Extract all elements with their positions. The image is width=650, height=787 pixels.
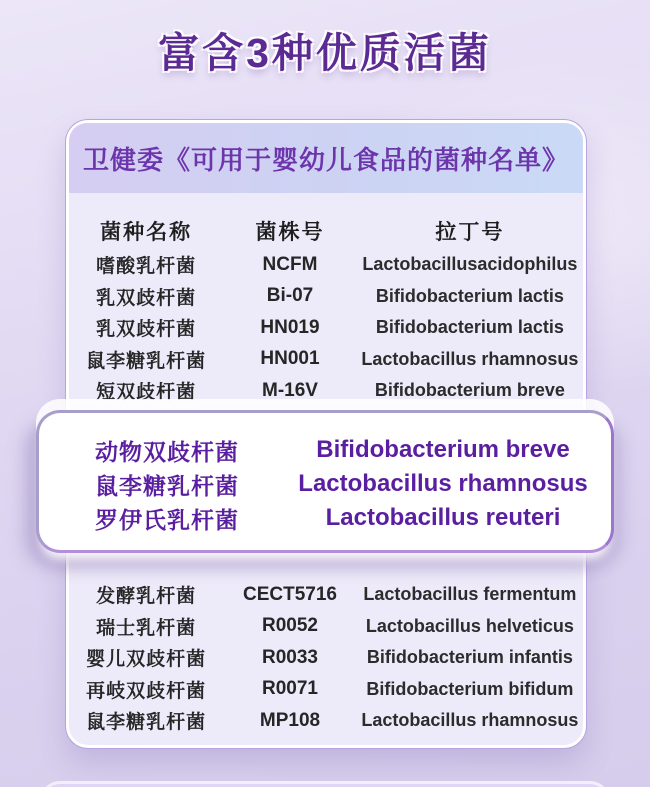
strain-latin-cell: Lactobacillus helveticus bbox=[365, 615, 574, 636]
highlight-strain-latin: Bifidobacterium breve bbox=[316, 436, 570, 463]
strain-latin-cell: Lactobacillus rhamnosus bbox=[361, 348, 579, 369]
strain-code-cell: R0071 bbox=[262, 678, 318, 700]
strain-latin-cell: Bifidobacterium infantis bbox=[366, 647, 573, 668]
strain-latin-cell: Bifidobacterium breve bbox=[374, 380, 565, 401]
table-row bbox=[69, 344, 583, 376]
strain-name-cell: 乳双歧杆菌 bbox=[96, 287, 197, 309]
page-title: 富含3种优质活菌 bbox=[158, 30, 492, 76]
highlight-strain-latin: Lactobacillus reuteri bbox=[325, 504, 561, 531]
strain-latin-cell: Bifidobacterium bifidum bbox=[366, 678, 574, 699]
table-row bbox=[69, 705, 583, 737]
column-header-name: 菌种名称 bbox=[100, 221, 193, 244]
highlight-row bbox=[39, 433, 591, 467]
highlight-row bbox=[39, 501, 591, 535]
highlight-strain-latin: Lactobacillus rhamnosus bbox=[298, 470, 588, 497]
card-header bbox=[69, 123, 583, 193]
table-row bbox=[69, 281, 583, 313]
table-row bbox=[69, 611, 583, 643]
strain-name-cell: 短双歧杆菌 bbox=[96, 382, 197, 404]
strain-name-cell: 再岐双歧杆菌 bbox=[86, 680, 207, 702]
strain-code-cell: MP108 bbox=[259, 709, 321, 731]
strain-latin-cell: Lactobacillusacidophilus bbox=[362, 254, 578, 275]
strain-name-cell: 鼠李糖乳杆菌 bbox=[86, 350, 207, 372]
column-header-latin: 拉丁号 bbox=[435, 221, 505, 244]
strain-latin-cell: Lactobacillus fermentum bbox=[363, 584, 577, 605]
strain-name-cell: 乳双歧杆菌 bbox=[96, 319, 197, 341]
highlight-strain-name: 罗伊氏乳杆菌 bbox=[95, 506, 239, 533]
table-row bbox=[69, 312, 583, 344]
strain-latin-cell: Lactobacillus rhamnosus bbox=[361, 710, 579, 731]
highlight-strain-name: 鼠李糖乳杆菌 bbox=[95, 472, 239, 499]
strain-name-cell: 瑞士乳杆菌 bbox=[96, 617, 197, 639]
table-row bbox=[69, 642, 583, 674]
strain-code-cell: M-16V bbox=[262, 379, 318, 401]
highlight-row bbox=[39, 467, 591, 501]
column-header-strain: 菌株号 bbox=[255, 221, 325, 244]
strain-code-cell: R0033 bbox=[262, 646, 318, 668]
strain-name-cell: 鼠李糖乳杆菌 bbox=[86, 712, 207, 734]
table-row bbox=[69, 249, 583, 281]
table-row bbox=[69, 674, 583, 706]
strain-name-cell: 婴儿双歧杆菌 bbox=[86, 649, 207, 671]
strain-latin-cell: Bifidobacterium lactis bbox=[375, 285, 564, 306]
strain-code-cell: CECT5716 bbox=[243, 583, 337, 605]
table-bottom bbox=[69, 579, 583, 737]
highlight-strain-name: 动物双歧杆菌 bbox=[95, 438, 239, 465]
strain-code-cell: HN001 bbox=[260, 348, 320, 370]
highlight-card bbox=[36, 410, 614, 553]
strain-name-cell: 嗜酸乳杆菌 bbox=[96, 256, 197, 278]
table-row bbox=[69, 579, 583, 611]
strain-code-cell: R0052 bbox=[262, 615, 318, 637]
strain-code-cell: NCFM bbox=[262, 253, 318, 275]
table-top bbox=[69, 213, 583, 407]
table-header-row bbox=[69, 213, 583, 249]
strain-code-cell: Bi-07 bbox=[266, 285, 314, 307]
table-row bbox=[69, 375, 583, 407]
strain-name-cell: 发酵乳杆菌 bbox=[96, 586, 197, 608]
card-header-title: 卫健委《可用于婴幼儿食品的菌种名单》 bbox=[82, 144, 569, 175]
strain-code-cell: HN019 bbox=[260, 316, 320, 338]
next-section-card bbox=[40, 781, 610, 787]
strain-latin-cell: Bifidobacterium lactis bbox=[375, 317, 564, 338]
